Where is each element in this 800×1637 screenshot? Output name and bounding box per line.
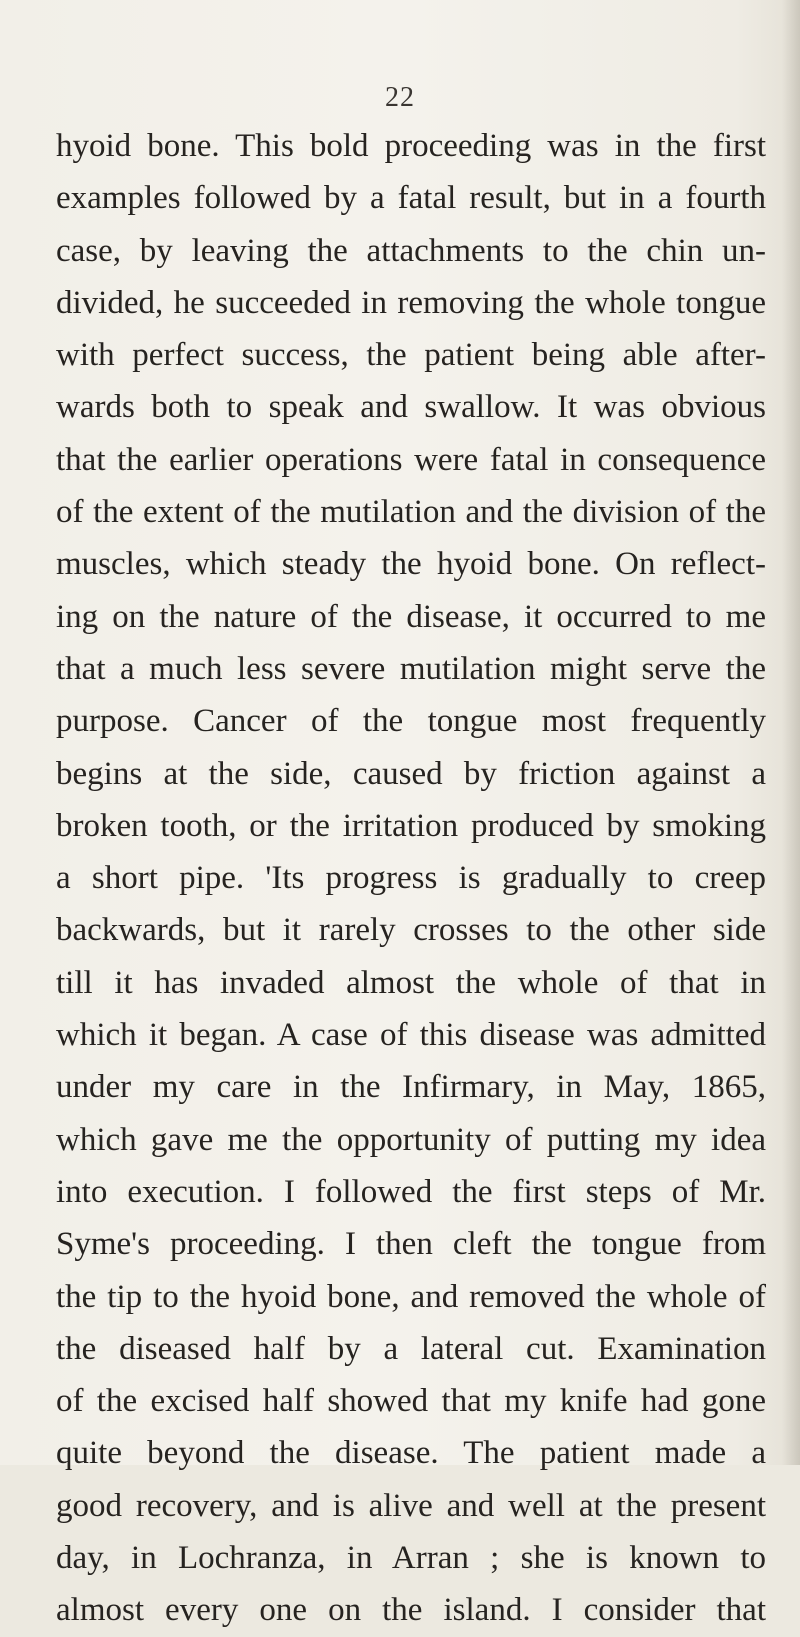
text-line: broken tooth, or the irritation produced by smoking bbox=[56, 807, 766, 844]
body-text bbox=[56, 120, 766, 1637]
text-line: with perfect success, the patient being able after- bbox=[56, 337, 766, 374]
text-line: case, by leaving the attachments to the chin un- bbox=[56, 232, 766, 269]
text-line: under my care in the Infirmary, in May, 1865, bbox=[56, 1069, 766, 1106]
page-edge-shadow bbox=[782, 0, 800, 1465]
text-line: muscles, which steady the hyoid bone. On reflect- bbox=[56, 546, 766, 583]
text-line: purpose. Cancer of the tongue most frequently bbox=[56, 703, 766, 740]
text-line: good recovery, and is alive and well at the present bbox=[56, 1487, 766, 1524]
text-line: Syme's proceeding. I then cleft the tongue from bbox=[56, 1226, 766, 1263]
text-line: begins at the side, caused by friction against a bbox=[56, 755, 766, 792]
text-line: backwards, but it rarely crosses to the other side bbox=[56, 912, 766, 949]
text-line: day, in Lochranza, in Arran ; she is known to bbox=[56, 1540, 766, 1577]
text-line: the tip to the hyoid bone, and removed the whole of bbox=[56, 1278, 766, 1315]
text-line: ing on the nature of the disease, it occurred to me bbox=[56, 598, 766, 635]
text-line: almost every one on the island. I consider that bbox=[56, 1592, 766, 1629]
text-line: wards both to speak and swallow. It was obvious bbox=[56, 389, 766, 426]
text-line: till it has invaded almost the whole of that in bbox=[56, 964, 766, 1001]
text-line: quite beyond the disease. The patient made a bbox=[56, 1435, 766, 1472]
text-line: that the earlier operations were fatal in consequence bbox=[56, 441, 766, 478]
text-line: examples followed by a fatal result, but in a fourth bbox=[56, 180, 766, 217]
text-line: hyoid bone. This bold proceeding was in the first bbox=[56, 128, 766, 164]
text-line: the diseased half by a lateral cut. Examination bbox=[56, 1330, 766, 1367]
text-line: of the extent of the mutilation and the division of the bbox=[56, 494, 766, 531]
text-line: which gave me the opportunity of putting my idea bbox=[56, 1121, 766, 1158]
text-line: divided, he succeeded in removing the whole tongue bbox=[56, 284, 766, 321]
text-line: into execution. I followed the first steps of Mr. bbox=[56, 1173, 766, 1210]
text-line: which it began. A case of this disease was admitted bbox=[56, 1017, 766, 1054]
text-line: of the excised half showed that my knife had gone bbox=[56, 1383, 766, 1420]
text-line: that a much less severe mutilation might serve the bbox=[56, 650, 766, 687]
page-number: 22 bbox=[385, 82, 415, 113]
text-line: a short pipe. 'Its progress is gradually to creep bbox=[56, 860, 766, 897]
